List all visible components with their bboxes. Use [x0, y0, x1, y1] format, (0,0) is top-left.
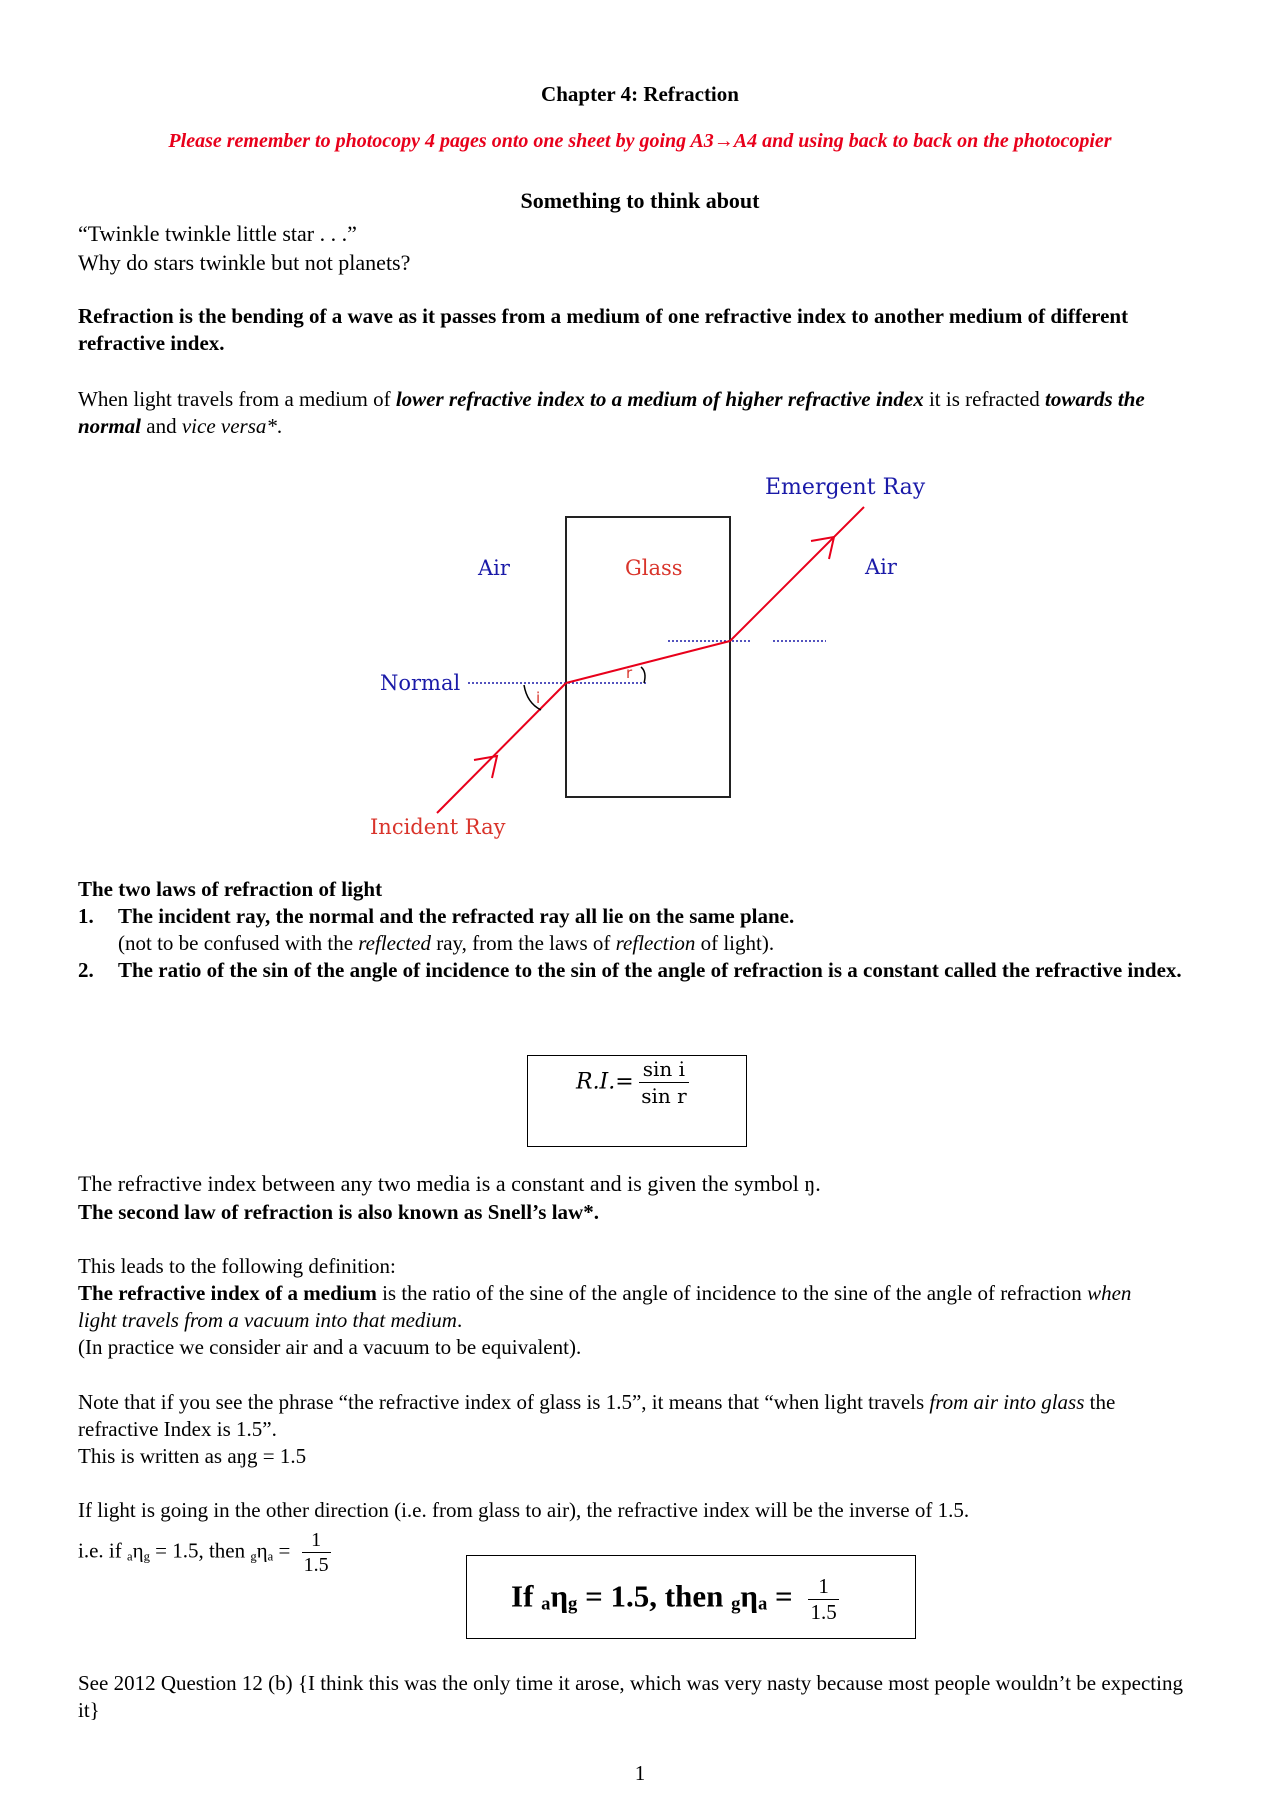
law-1 — [78, 903, 1218, 930]
box-denominator: 1.5 — [810, 1600, 837, 1624]
box-numerator: 1 — [808, 1574, 838, 1600]
laws-heading: The two laws of refraction of light — [78, 877, 383, 901]
inverse-box-formula — [511, 1574, 839, 1625]
law-2-text: The ratio of the sin of the angle of incidence to the sin of the angle of refraction is a constant called the refractive index. — [118, 958, 1182, 982]
formula — [576, 1056, 689, 1109]
law-1-note — [78, 930, 1218, 957]
inverse-example — [78, 1528, 331, 1577]
box-eq2: = — [767, 1578, 793, 1614]
air-left-label: Air — [478, 556, 510, 580]
sub-g-2: g — [250, 1549, 257, 1564]
twinkle-line: “Twinkle twinkle little star . . .” — [78, 221, 357, 246]
incident-arrowhead — [474, 756, 497, 778]
incident-ray — [437, 683, 566, 813]
def2-bold: The refractive index of a medium — [78, 1281, 377, 1305]
eta-1: η — [132, 1538, 144, 1563]
note-b: from air into glass — [929, 1390, 1085, 1414]
note-c: the refractive Index is 1.5”. — [78, 1390, 1116, 1441]
formula-box — [527, 1055, 747, 1147]
formula-fraction — [639, 1056, 688, 1109]
box-fraction — [808, 1574, 838, 1625]
emergent-ray — [730, 507, 864, 641]
vacuum-note: (In practice we consider air and a vacuum to be equivalent). — [78, 1335, 582, 1359]
inverse-fraction — [302, 1528, 331, 1577]
normal-label: Normal — [380, 671, 461, 695]
see-2012-note: See 2012 Question 12 (b) {I think this was the only time it arose, which was very nasty because most people wouldn’t be expecting it} — [78, 1671, 1183, 1722]
law-1-note-b: reflected — [358, 931, 431, 955]
box-eta-1: η — [550, 1578, 569, 1614]
written-as-text: This is written as aŋg = 1.5 — [78, 1444, 307, 1468]
law-1-text: The incident ray, the normal and the refracted ray all lie on the same plane. — [118, 904, 795, 928]
sub-a-2: a — [267, 1549, 274, 1564]
law-1-note-a: (not to be confused with the — [118, 931, 359, 955]
inverse-box — [466, 1555, 916, 1639]
box-sub-g-2: g — [731, 1593, 741, 1615]
incident-ray-label: Incident Ray — [370, 815, 506, 839]
para1-emph-d: towards the normal — [78, 387, 1145, 438]
formula-numerator: sin i — [639, 1056, 688, 1083]
symbol-text: The refractive index between any two media is a constant and is given the symbol ŋ. — [78, 1171, 821, 1196]
law-2 — [78, 957, 1218, 984]
definition-intro: This leads to the following definition: — [78, 1254, 396, 1278]
law-2-number: 2. — [78, 958, 94, 982]
eq1-text: = 1.5, then — [149, 1538, 251, 1563]
para1-text-c: it is refracted — [923, 387, 1045, 411]
inverse-text: If light is going in the other direction (i.e. from glass to air), the refractive index will be the inverse of 1.5. — [78, 1498, 970, 1522]
law-1-note-e: of light). — [695, 931, 775, 955]
think-heading: Something to think about — [520, 188, 760, 213]
glass-label: Glass — [625, 556, 683, 580]
photocopy-notice: Please remember to photocopy 4 pages onto one sheet by going A3→A4 and using back to back on the photocopier — [168, 130, 1112, 152]
para1-emph-b: lower refractive index to a medium of higher refractive index — [395, 387, 924, 411]
box-eq1: = 1.5, then — [577, 1578, 732, 1614]
def2-rest: is the ratio of the sine of the angle of incidence to the sine of the angle of refraction — [376, 1281, 1088, 1305]
box-sub-g-1: g — [568, 1593, 578, 1615]
refraction-diagram — [0, 0, 1280, 860]
def2-end: . — [456, 1308, 463, 1332]
box-sub-a-1: a — [541, 1593, 551, 1615]
para1-text-a: When light travels from a medium of — [78, 387, 396, 411]
refraction-definition: Refraction is the bending of a wave as it passes from a medium of one refractive index to another medium of different refractive index. — [78, 304, 1129, 355]
angle-r-label: r — [626, 664, 633, 682]
refracted-ray — [566, 641, 730, 683]
emergent-ray-label — [765, 475, 926, 500]
page-number: 1 — [634, 1761, 646, 1785]
sub-a-1: a — [126, 1549, 133, 1564]
para1-text-e: and — [141, 414, 182, 438]
glass-index-note — [78, 1389, 1188, 1443]
inverse-denominator: 1.5 — [303, 1554, 329, 1576]
formula-denominator: sin r — [641, 1084, 687, 1108]
inverse-numerator: 1 — [302, 1528, 331, 1553]
formula-lhs: R.I.= — [576, 1069, 634, 1095]
angle-r-arc — [641, 667, 645, 683]
box-eta-2: η — [740, 1578, 758, 1614]
eq2-text: = — [273, 1538, 291, 1563]
para1-ital-f: vice versa* — [181, 414, 277, 438]
twinkle-question: Why do stars twinkle but not planets? — [78, 250, 411, 275]
law-1-number: 1. — [78, 904, 94, 928]
sub-g-1: g — [143, 1549, 150, 1564]
ie-text: i.e. if — [78, 1538, 127, 1563]
air-right-label: Air — [865, 555, 897, 579]
def2-italic: when light travels from a vacuum into that medium — [78, 1281, 1132, 1332]
snell-law-text: The second law of refraction is also known as Snell’s law*. — [78, 1200, 599, 1224]
box-sub-a-2: a — [757, 1593, 768, 1615]
eta-2: η — [256, 1538, 268, 1563]
para1-text-g: . — [276, 414, 283, 438]
law-1-note-d: reflection — [615, 931, 696, 955]
page-title: Chapter 4: Refraction — [541, 82, 739, 106]
emergent-word: Emergent Ray — [765, 475, 926, 500]
laws-list — [78, 903, 1218, 984]
note-a: Note that if you see the phrase “the refractive index of glass is 1.5”, it means that “when light travels — [78, 1390, 930, 1414]
law-1-note-c: ray, from the laws of — [430, 931, 616, 955]
refractive-index-definition — [78, 1280, 1138, 1334]
box-if: If — [511, 1578, 542, 1614]
angle-i-label: i — [536, 689, 541, 707]
